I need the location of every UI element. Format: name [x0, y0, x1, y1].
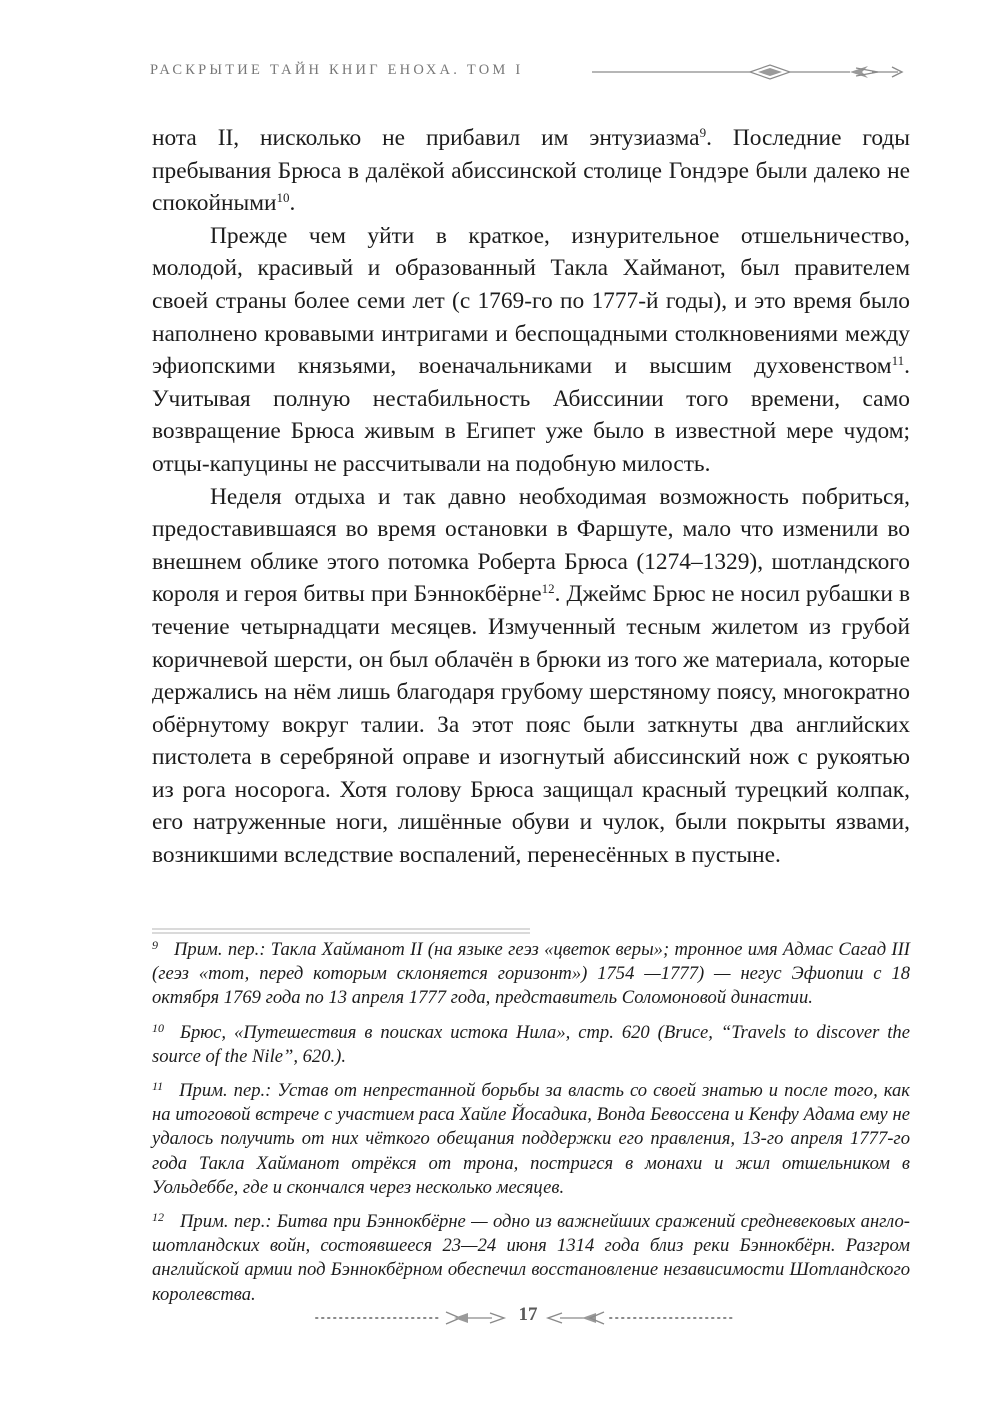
footnote-text: Прим. пер.: Битва при Бэннокбёрне — одно из важнейших сражений средневековых англо-шотландских войн, состоявшееся 23—24 июня 1314 года близ реки Бэннокбёрн. Разгром английской армии под Бэннокбёрном обеспечил восстановление независимости Шотландского королевства.	[152, 1211, 910, 1305]
paragraph-text: Неделя отдыха и так давно необходимая возможность побриться, предоставившаяся во время остановки в Фаршуте, мало что изменили во внешнем облике этого потомка Роберта Брюса (1274–1329), шотландского короля и героя битвы при Бэннокбёрне	[152, 483, 910, 608]
paragraph-text: нота II, нисколько не прибавил им энтузиазма	[152, 125, 700, 151]
paragraph-text: . Учитывая полную нестабильность Абиссинии того времени, само возвращение Брюса живым в Египет уже было в известной мере чудом; отцы-капуцины не рассчитывали на подобную милость.	[152, 353, 910, 477]
footnote-ref-11[interactable]: 11	[891, 353, 905, 369]
footnote-number: 12	[152, 1210, 164, 1225]
paragraph-text: . Джеймс Брюс не носил рубашки в течение четырнадцати месяцев. Измученный тесным жилетом из грубой коричневой шерсти, он был облачён в брюки из того же материала, которые держались на нём лишь благодаря грубому шерстяному поясу, многократно обёрнутому вокруг талии. За этот пояс были заткнуты два английских пистолета в серебряной оправе и изогнутый абиссинский нож с рукоятью из рога носорога. Хотя голову Брюса защищал красный турецкий колпак, его натруженные ноги, лишённые обуви и чулок, были покрыты язвами, возникшими вследствие воспалений, перенесённых в пустыне.	[152, 581, 910, 869]
paragraph-text: . Последние годы пребывания Брюса в далёкой абиссинской столице Гондэре были далеко не спокойными	[152, 125, 911, 217]
footnote-text: Прим. пер.: Такла Хайманот II (на языке геэз «цветок веры»; тронное имя Адмас Сагад III (геэз «тот, перед которым склоняется горизонт») 1754 —1777) — негус Эфиопии с 18 октября 1769 года по 13 апреля 1777 года, представитель Соломоновой династии.	[152, 939, 910, 1009]
paragraph-text: .	[289, 190, 296, 217]
page-number: 17	[518, 1304, 538, 1325]
footnote-separator	[152, 926, 530, 936]
running-title: РАСКРЫТИЕ ТАЙН КНИГ ЕНОХА. ТОМ I	[150, 62, 524, 78]
footnote-ref-12[interactable]: 12	[541, 581, 555, 597]
footnote-text: Прим. пер.: Устав от непрестанной борьбы за власть со своей знатью и после того, как на итоговой встрече с участием раса Хайле Йосадика, Вонда Бевоссена и Кенфу Адама ему не удалось получить от них чёткого обещания поддержки его правления, 13-го апреля 1777-го года Такла Хайманот отрёкся от трона, постригся в монахи и жил отшельником в Уольдеббе, где и скончался через несколько месяцев.	[152, 1080, 910, 1198]
footnote-number: 10	[152, 1020, 164, 1035]
footnote-ref-10[interactable]: 10	[276, 190, 290, 206]
footnote-10	[152, 1021, 910, 1069]
footnotes	[152, 938, 910, 1317]
page-footer	[300, 1298, 750, 1338]
running-head	[150, 58, 910, 88]
main-text	[152, 122, 910, 872]
paragraph-1	[152, 122, 910, 220]
header-ornament	[150, 58, 910, 88]
footnote-number: 11	[152, 1079, 164, 1094]
paragraph-text: Прежде чем уйти в краткое, изнурительное отшельничество, молодой, красивый и образованный Такла Хайманот, был правителем своей страны более семи лет (с 1769-го по 1777-й годы), и это время было наполнено кровавыми интригами и беспощадными столкновениями между эфиопскими князьями, военачальниками и высшим духовенством	[152, 222, 910, 380]
footnote-9	[152, 938, 910, 1011]
paragraph-2	[152, 220, 910, 481]
paragraph-3	[152, 481, 910, 872]
footnote-ref-9[interactable]: 9	[699, 125, 707, 140]
footnote-number: 9	[152, 938, 158, 952]
footnote-12	[152, 1210, 910, 1307]
footnote-text: Брюс, «Путешествия в поисках истока Нила», стр. 620 (Bruce, “Travels to discover the source of the Nile”, 620.).	[152, 1021, 910, 1067]
footnote-11	[152, 1079, 910, 1200]
